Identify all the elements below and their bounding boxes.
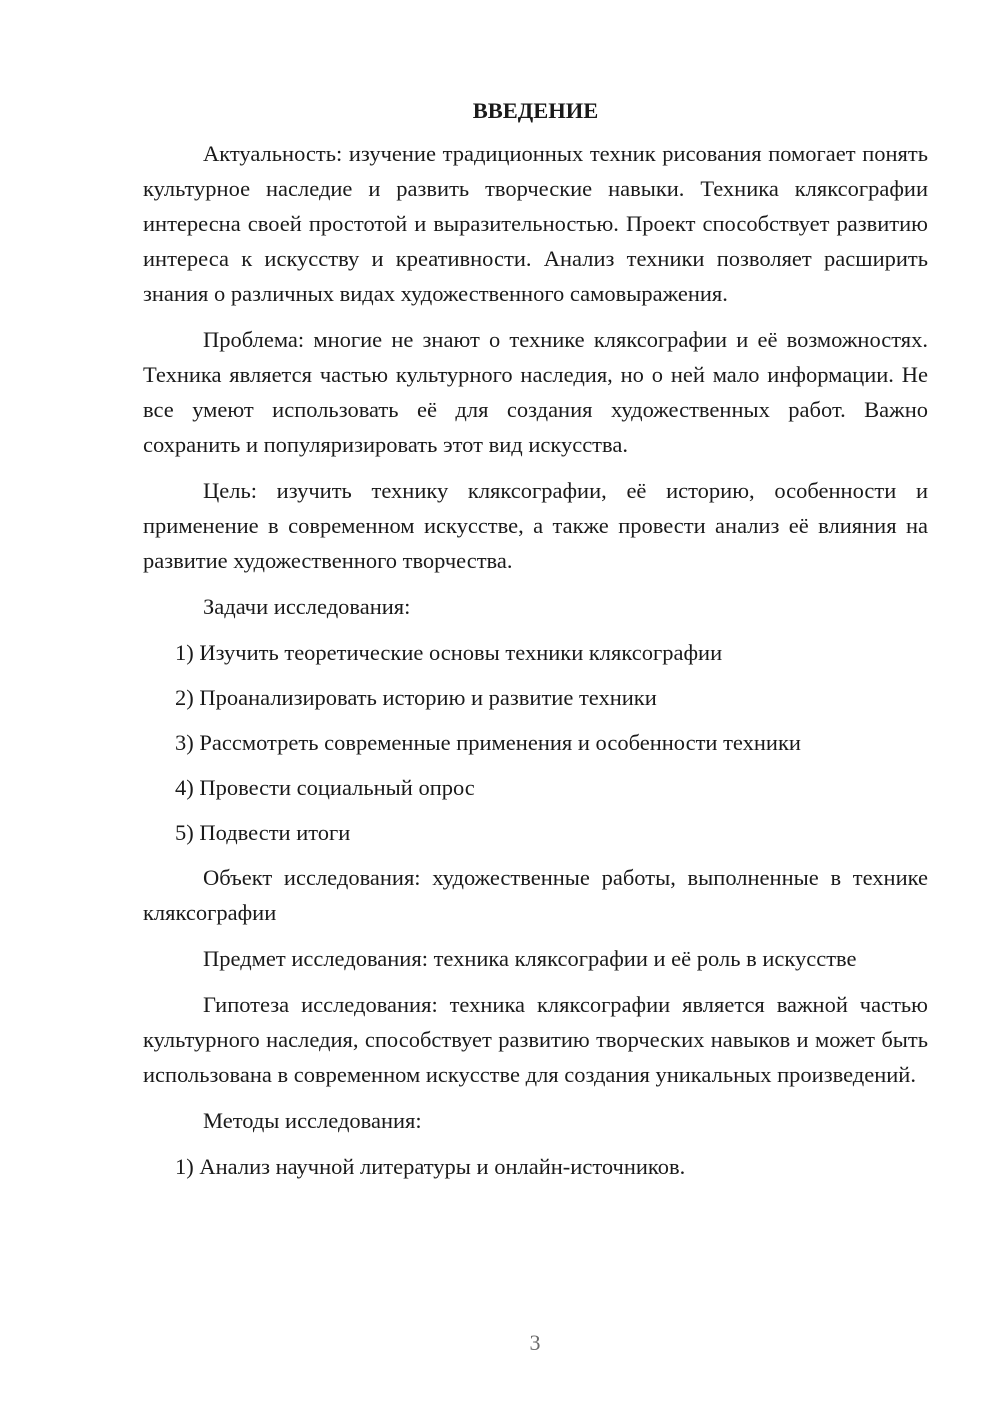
methods-heading: Методы исследования: bbox=[203, 1108, 422, 1133]
method-item: 1) Анализ научной литературы и онлайн-источников. bbox=[175, 1154, 686, 1179]
page-number: 3 bbox=[529, 1330, 541, 1355]
task-item: 5) Подвести итоги bbox=[175, 820, 351, 845]
goal-paragraph: Цель: изучить технику кляксографии, её историю, особенности и применение в современном искусстве, а также провести анализ её влияния на развитие художественного творчества. bbox=[143, 478, 928, 573]
hypothesis-paragraph: Гипотеза исследования: техника кляксографии является важной частью культурного наследия, способствует развитию творческих навыков и может быть использована в современном искусстве для создания уникальных произведений. bbox=[143, 992, 928, 1087]
tasks-heading: Задачи исследования: bbox=[203, 594, 411, 619]
page-content bbox=[143, 96, 928, 1194]
task-item: 3) Рассмотреть современные применения и особенности техники bbox=[175, 730, 801, 755]
task-item: 1) Изучить теоретические основы техники кляксографии bbox=[175, 640, 723, 665]
task-item: 4) Провести социальный опрос bbox=[175, 775, 475, 800]
object-paragraph: Объект исследования: художественные работы, выполненные в технике кляксографии bbox=[143, 865, 928, 925]
problem-paragraph: Проблема: многие не знают о технике кляксографии и её возможностях. Техника является частью культурного наследия, но о ней мало информации. Не все умеют использовать её для создания художественных работ. Важно сохранить и популяризировать этот вид искусства. bbox=[143, 327, 928, 457]
relevance-paragraph: Актуальность: изучение традиционных техник рисования помогает понять культурное наследие и развить творческие навыки. Техника кляксографии интересна своей простотой и выразительностью. Проект способствует развитию интереса к искусству и креативности. Анализ техники позволяет расширить знания о различных видах художественного самовыражения. bbox=[143, 141, 928, 306]
page-title: ВВЕДЕНИЕ bbox=[472, 98, 599, 123]
task-item: 2) Проанализировать историю и развитие техники bbox=[175, 685, 657, 710]
subject-paragraph: Предмет исследования: техника кляксографии и её роль в искусстве bbox=[203, 946, 857, 971]
